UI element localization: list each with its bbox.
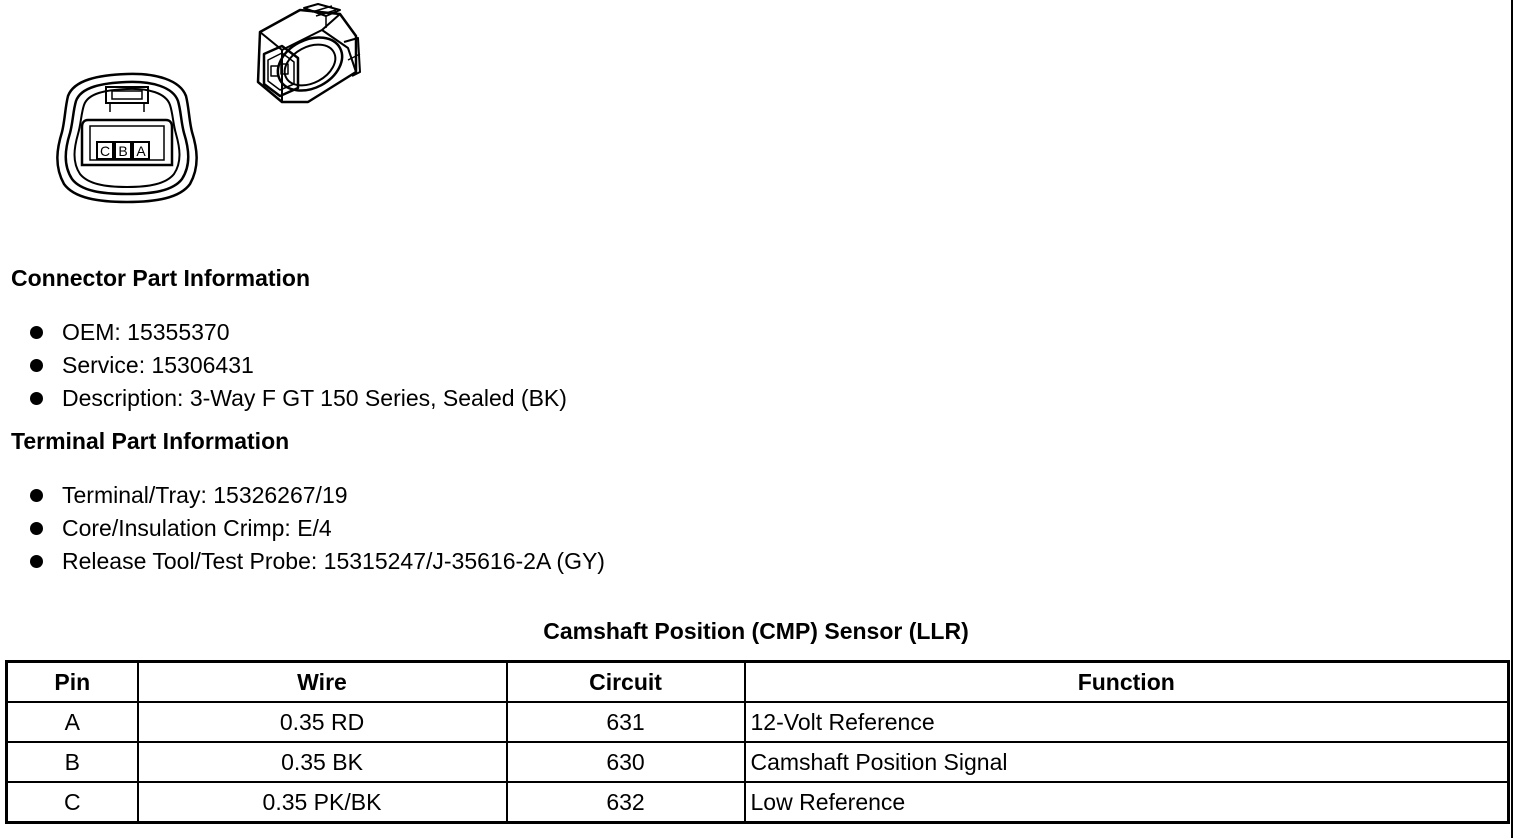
terminal-tray: Terminal/Tray: 15326267/19: [62, 482, 348, 508]
terminal-part-information-list: [28, 479, 605, 578]
cavity-label-b: B: [118, 143, 128, 159]
pinout-table: [5, 660, 1510, 824]
bullet-icon: [30, 326, 43, 339]
pin-cell: B: [7, 742, 138, 782]
pin-cell: A: [7, 702, 138, 742]
pin-cell: C: [7, 782, 138, 823]
table-row: [7, 702, 1509, 742]
connector-isometric-illustration: [248, 2, 363, 107]
core-insulation-crimp: Core/Insulation Crimp: E/4: [62, 515, 332, 541]
circuit-cell: 630: [507, 742, 745, 782]
connector-description: Description: 3-Way F GT 150 Series, Sealed (BK): [62, 385, 567, 411]
connector-face-view-illustration: [52, 70, 202, 205]
cavity-label-a: A: [136, 143, 146, 159]
list-item: [28, 479, 605, 512]
bullet-icon: [30, 392, 43, 405]
service-part-number: Service: 15306431: [62, 352, 254, 378]
list-item: [28, 349, 567, 382]
list-item: [28, 382, 567, 415]
bullet-icon: [30, 555, 43, 568]
connector-part-information-title: Connector Part Information: [11, 265, 311, 291]
oem-part-number: OEM: 15355370: [62, 319, 230, 345]
bullet-icon: [30, 359, 43, 372]
circuit-cell: 632: [507, 782, 745, 823]
list-item: [28, 512, 605, 545]
function-cell: Camshaft Position Signal: [745, 742, 1509, 782]
function-cell: 12-Volt Reference: [745, 702, 1509, 742]
column-header-circuit: Circuit: [507, 662, 745, 703]
list-item: [28, 545, 605, 578]
column-header-function: Function: [745, 662, 1509, 703]
release-tool-test-probe: Release Tool/Test Probe: 15315247/J-35616-2A (GY): [62, 548, 605, 574]
column-header-wire: Wire: [138, 662, 507, 703]
terminal-part-information-title: Terminal Part Information: [11, 428, 290, 454]
circuit-cell: 631: [507, 702, 745, 742]
wire-cell: 0.35 BK: [138, 742, 507, 782]
page-right-border: [1511, 0, 1513, 838]
wire-cell: 0.35 RD: [138, 702, 507, 742]
column-header-pin: Pin: [7, 662, 138, 703]
table-header-row: [7, 662, 1509, 703]
table-row: [7, 782, 1509, 823]
table-row: [7, 742, 1509, 782]
connector-part-information-list: [28, 316, 567, 415]
wire-cell: 0.35 PK/BK: [138, 782, 507, 823]
pinout-table-title: Camshaft Position (CMP) Sensor (LLR): [543, 618, 969, 644]
list-item: [28, 316, 567, 349]
bullet-icon: [30, 522, 43, 535]
function-cell: Low Reference: [745, 782, 1509, 823]
bullet-icon: [30, 489, 43, 502]
cavity-label-c: C: [99, 143, 111, 159]
